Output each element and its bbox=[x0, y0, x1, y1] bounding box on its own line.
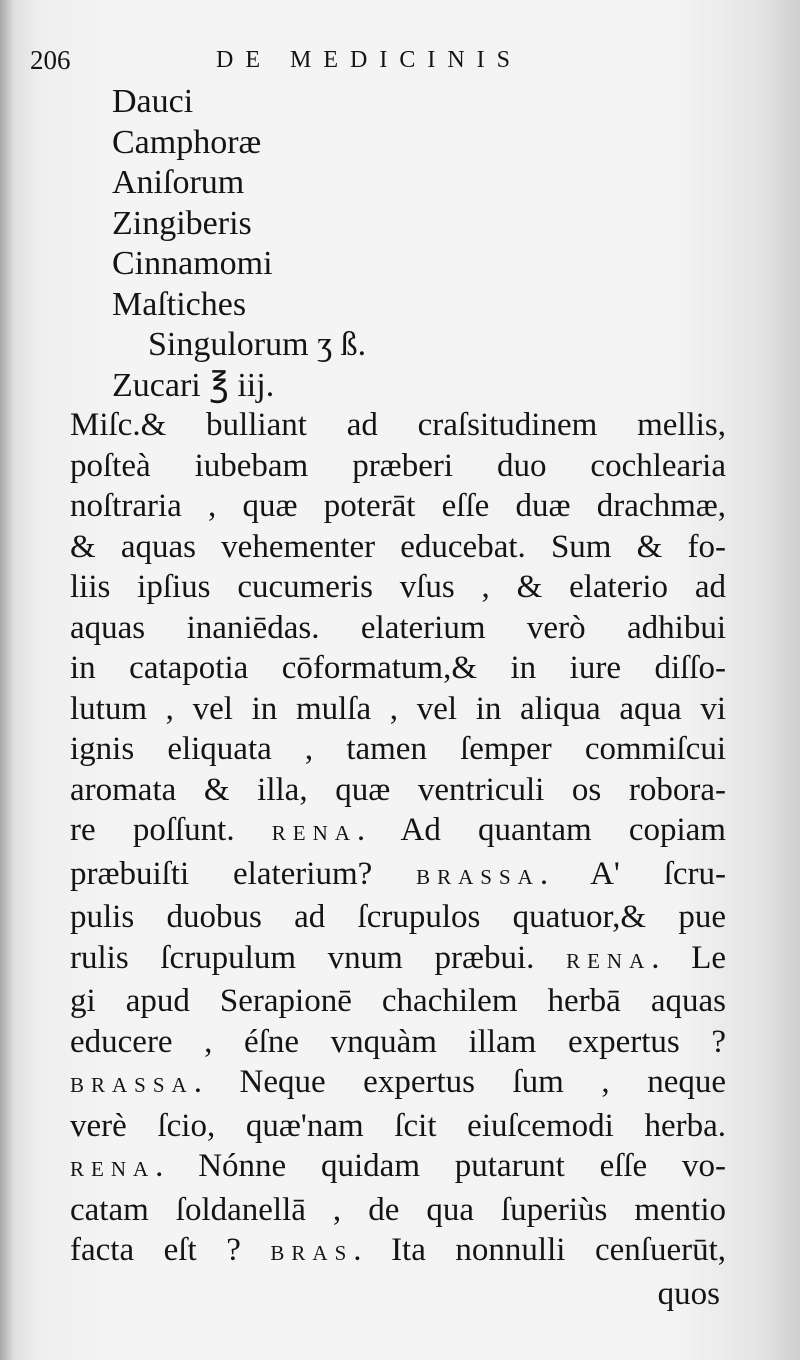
text-line: facta eſt ? BRAS. Ita nonnulli cenſuerūt, bbox=[70, 1232, 727, 1268]
text-line: & aquas vehementer educebat. Sum & fo- bbox=[70, 528, 726, 565]
text-line: præbuiſti elaterium? BRASSA. A' ſcru- bbox=[70, 855, 726, 892]
recipe-item: Aniſorum bbox=[112, 164, 245, 201]
speaker-name: RENA bbox=[566, 948, 652, 973]
gutter-shadow bbox=[0, 0, 14, 1360]
recipe-item: Zingiberis bbox=[112, 204, 252, 242]
text-line: in catapotia cōformatum,& in iure diſſo- bbox=[70, 650, 726, 686]
text-line: RENA. Nónne quidam putarunt eſſe vo- bbox=[70, 1148, 726, 1184]
text-line: BRASSA. Neque expertus ſum , neque bbox=[70, 1064, 726, 1100]
text-line: catam ſoldanellā , de qua ſuperiùs mentio bbox=[70, 1191, 726, 1228]
body-text bbox=[70, 405, 726, 1314]
text-line: rulis ſcrupulum vnum præbui. RENA. Le bbox=[70, 939, 726, 976]
speaker-name: BRASSA bbox=[70, 1073, 194, 1097]
text-line: pulis duobus ad ſcrupulos quatuor,& pue bbox=[70, 899, 726, 935]
text-line: gi apud Serapionē chachilem herbā aquas bbox=[70, 983, 726, 1019]
text-line: aquas inaniēdas. elaterium verò adhibui bbox=[70, 609, 726, 646]
text-line: noſtraria , quæ poterāt eſſe duæ drachmæ, bbox=[70, 488, 726, 524]
text-line: educere , éſne vnquàm illam expertus ? bbox=[70, 1023, 726, 1060]
speaker-name: RENA bbox=[271, 821, 357, 845]
recipe-list bbox=[112, 82, 366, 406]
recipe-item: Maſtiches bbox=[112, 285, 247, 323]
page-number: 206 bbox=[30, 45, 71, 75]
text-line: re poſſunt. RENA. Ad quantam copiam bbox=[70, 812, 726, 848]
recipe-item: Cinnamomi bbox=[112, 245, 273, 282]
speaker-name: BRAS bbox=[270, 1241, 354, 1265]
recipe-item: Camphoræ bbox=[112, 123, 262, 161]
text-line: quos bbox=[657, 1275, 720, 1312]
speaker-name: RENA bbox=[70, 1157, 156, 1181]
text-line: ignis eliquata , tamen ſemper commiſcui bbox=[70, 731, 726, 767]
text-line: verè ſcio, quæ'nam ſcit eiuſcemodi herba. bbox=[70, 1107, 726, 1144]
recipe-item: Singulorum ʒ ß. bbox=[148, 326, 367, 363]
text-line: lutum , vel in mulſa , vel in aliqua aqua vi bbox=[70, 690, 726, 727]
speaker-name: BRASSA bbox=[416, 864, 540, 889]
text-line: poſteà iubebam præberi duo cochlearia bbox=[70, 447, 726, 484]
running-title: DE MEDICINIS bbox=[216, 47, 522, 73]
recipe-item: Zucari ℥ iij. bbox=[112, 366, 275, 404]
text-line: Miſc.& bulliant ad craſsitudinem mellis, bbox=[70, 407, 726, 443]
recipe-item: Dauci bbox=[112, 83, 194, 120]
text-line: liis ipſius cucumeris vſus , & elaterio ad bbox=[70, 569, 726, 605]
text-line: aromata & illa, quæ ventriculi os robora- bbox=[70, 771, 726, 808]
